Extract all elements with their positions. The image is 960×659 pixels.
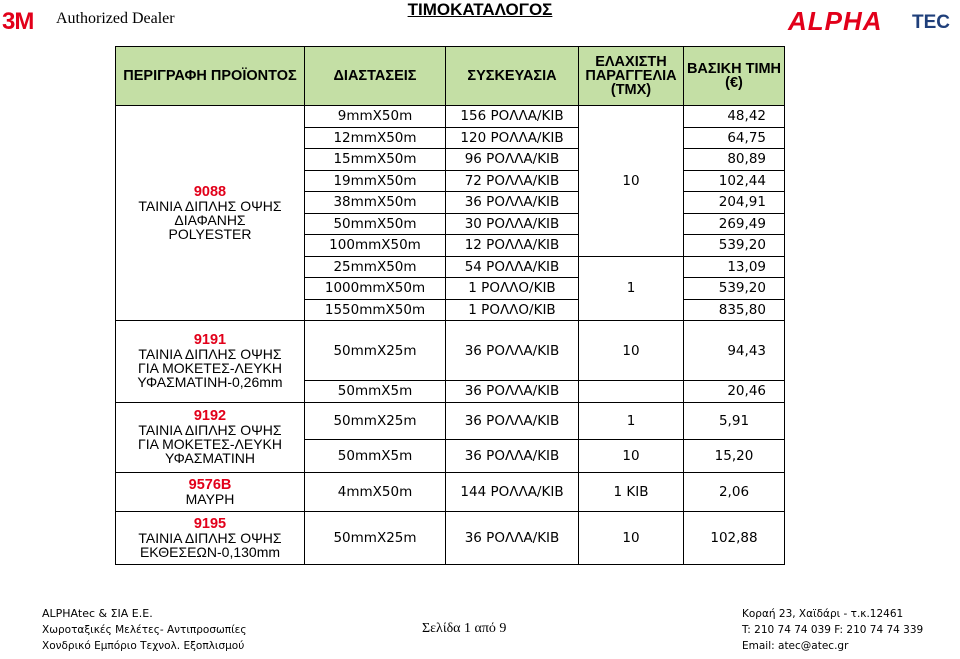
footer-email: Email: atec@atec.gr bbox=[742, 640, 849, 652]
dimension-cell: 4mmX50m bbox=[305, 472, 446, 511]
min-order-cell: 1 bbox=[579, 402, 684, 439]
dimension-cell: 25mmX50m bbox=[305, 256, 446, 278]
footer-phone: T: 210 74 74 039 F: 210 74 74 339 bbox=[742, 624, 924, 636]
dimension-cell: 9mmX50m bbox=[305, 106, 446, 128]
product-description-9576b bbox=[116, 472, 305, 511]
product-desc-line: POLYESTER bbox=[168, 226, 252, 242]
product-desc-line: ΓΙΑ ΜΟΚΕΤΕΣ-ΛΕΥΚΗ bbox=[138, 436, 282, 452]
product-code: 9088 bbox=[193, 184, 227, 200]
table-header-row bbox=[116, 47, 785, 106]
packaging-cell: 36 ΡΟΛΛΑ/ΚΙΒ bbox=[446, 511, 579, 564]
header-description: ΠΕΡΙΓΡΑΦΗ ΠΡΟΪΟΝΤΟΣ bbox=[116, 47, 305, 106]
packaging-cell: 96 ΡΟΛΛΑ/ΚΙΒ bbox=[446, 149, 579, 171]
table-row bbox=[116, 402, 785, 439]
product-desc-line: ΤΑΙΝΙΑ ΔΙΠΛΗΣ ΟΨΗΣ bbox=[138, 422, 282, 438]
dimension-cell: 50mmX25m bbox=[305, 402, 446, 439]
price-cell: 269,49 bbox=[684, 213, 785, 235]
alphatec-logo-tec: TEC bbox=[912, 12, 950, 33]
packaging-cell: 1 ΡΟΛΛΟ/ΚΙΒ bbox=[446, 299, 579, 321]
dimension-cell: 50mmX5m bbox=[305, 381, 446, 403]
packaging-cell: 120 ΡΟΛΛΑ/ΚΙΒ bbox=[446, 127, 579, 149]
packaging-cell: 30 ΡΟΛΛΑ/ΚΙΒ bbox=[446, 213, 579, 235]
price-cell: 15,20 bbox=[684, 439, 785, 472]
min-order-cell: 10 bbox=[579, 321, 684, 381]
price-cell: 20,46 bbox=[684, 381, 785, 403]
price-cell: 2,06 bbox=[684, 472, 785, 511]
product-desc-line: ΤΑΙΝΙΑ ΔΙΠΛΗΣ ΟΨΗΣ bbox=[138, 198, 282, 214]
price-cell: 13,09 bbox=[684, 256, 785, 278]
dimension-cell: 50mmX5m bbox=[305, 439, 446, 472]
product-desc-line: ΔΙΑΦΑΝΗΣ bbox=[174, 212, 246, 228]
product-description-9192 bbox=[116, 402, 305, 472]
dimension-cell: 15mmX50m bbox=[305, 149, 446, 171]
dimension-cell: 1550mmX50m bbox=[305, 299, 446, 321]
product-code: 9576B bbox=[188, 476, 232, 493]
price-cell: 5,91 bbox=[684, 402, 785, 439]
price-cell: 48,42 bbox=[684, 106, 785, 128]
price-cell: 102,44 bbox=[684, 170, 785, 192]
price-cell: 94,43 bbox=[684, 321, 785, 381]
table-row bbox=[116, 472, 785, 511]
price-cell: 539,20 bbox=[684, 235, 785, 257]
product-code: 9191 bbox=[193, 332, 227, 349]
page-title: ΤΙΜΟΚΑΤΑΛΟΓΟΣ bbox=[407, 0, 553, 19]
dimension-cell: 12mmX50m bbox=[305, 127, 446, 149]
footer-contact-info bbox=[742, 606, 923, 654]
product-description-9191 bbox=[116, 321, 305, 403]
price-cell: 835,80 bbox=[684, 299, 785, 321]
packaging-cell: 12 ΡΟΛΛΑ/ΚΙΒ bbox=[446, 235, 579, 257]
3m-logo: 3M bbox=[2, 8, 34, 35]
min-order-cell bbox=[579, 381, 684, 403]
packaging-cell: 36 ΡΟΛΛΑ/ΚΙΒ bbox=[446, 402, 579, 439]
min-order-cell: 1 bbox=[579, 256, 684, 321]
dimension-cell: 50mmX50m bbox=[305, 213, 446, 235]
packaging-cell: 36 ΡΟΛΛΑ/ΚΙΒ bbox=[446, 192, 579, 214]
table-row bbox=[116, 511, 785, 564]
footer-company-info bbox=[42, 606, 247, 654]
footer-company-line: Χονδρικό Εμπόριο Τεχνολ. Εξοπλισμού bbox=[42, 640, 245, 652]
price-cell: 64,75 bbox=[684, 127, 785, 149]
footer-address: Κοραή 23, Χαϊδάρι - τ.κ.12461 bbox=[742, 608, 904, 620]
table-row bbox=[116, 106, 785, 128]
product-desc-line: ΥΦΑΣΜΑΤΙΝΗ-0,26mm bbox=[137, 374, 283, 391]
product-desc-line: ΤΑΙΝΙΑ ΔΙΠΛΗΣ ΟΨΗΣ bbox=[138, 346, 282, 363]
dimension-cell: 1000mmX50m bbox=[305, 278, 446, 300]
price-cell: 204,91 bbox=[684, 192, 785, 214]
header-base-price: ΒΑΣΙΚΗ ΤΙΜΗ (€) bbox=[684, 47, 785, 106]
header-dimensions: ΔΙΑΣΤΑΣΕΙΣ bbox=[305, 47, 446, 106]
product-description-9195 bbox=[116, 511, 305, 564]
packaging-cell: 144 ΡΟΛΛΑ/ΚΙΒ bbox=[446, 472, 579, 511]
product-desc-line: ΤΑΙΝΙΑ ΔΙΠΛΗΣ ΟΨΗΣ bbox=[138, 529, 282, 546]
price-cell: 102,88 bbox=[684, 511, 785, 564]
packaging-cell: 156 ΡΟΛΛΑ/ΚΙΒ bbox=[446, 106, 579, 128]
packaging-cell: 1 ΡΟΛΛΟ/ΚΙΒ bbox=[446, 278, 579, 300]
product-desc-line: ΜΑΥΡΗ bbox=[185, 490, 235, 507]
min-order-cell: 1 ΚΙΒ bbox=[579, 472, 684, 511]
dimension-cell: 38mmX50m bbox=[305, 192, 446, 214]
dimension-cell: 100mmX50m bbox=[305, 235, 446, 257]
product-description-9088 bbox=[116, 106, 305, 321]
price-table bbox=[115, 46, 785, 565]
footer-company-name: ALPHAtec & ΣΙΑ Ε.Ε. bbox=[42, 607, 153, 620]
product-desc-line: ΓΙΑ ΜΟΚΕΤΕΣ-ΛΕΥΚΗ bbox=[138, 360, 282, 377]
product-code: 9195 bbox=[193, 515, 227, 532]
packaging-cell: 36 ΡΟΛΛΑ/ΚΙΒ bbox=[446, 439, 579, 472]
footer-company-line: Χωροταξικές Μελέτες- Αντιπροσωπίες bbox=[42, 624, 247, 636]
min-order-cell: 10 bbox=[579, 439, 684, 472]
header-packaging: ΣΥΣΚΕΥΑΣΙΑ bbox=[446, 47, 579, 106]
product-desc-line: ΥΦΑΣΜΑΤΙΝΗ bbox=[165, 450, 255, 466]
dimension-cell: 50mmX25m bbox=[305, 321, 446, 381]
price-cell: 80,89 bbox=[684, 149, 785, 171]
min-order-cell: 10 bbox=[579, 106, 684, 257]
packaging-cell: 36 ΡΟΛΛΑ/ΚΙΒ bbox=[446, 381, 579, 403]
alphatec-logo-alpha: ALPHA bbox=[788, 6, 883, 36]
product-desc-line: ΕΚΘΕΣΕΩΝ-0,130mm bbox=[139, 543, 281, 560]
dimension-cell: 19mmX50m bbox=[305, 170, 446, 192]
page-number: Σελίδα 1 από 9 bbox=[422, 621, 507, 636]
price-cell: 539,20 bbox=[684, 278, 785, 300]
header-min-order: ΕΛΑΧΙΣΤΗ ΠΑΡΑΓΓΕΛΙΑ (ΤΜΧ) bbox=[579, 47, 684, 106]
min-order-cell: 10 bbox=[579, 511, 684, 564]
packaging-cell: 36 ΡΟΛΛΑ/ΚΙΒ bbox=[446, 321, 579, 381]
packaging-cell: 54 ΡΟΛΛΑ/ΚΙΒ bbox=[446, 256, 579, 278]
authorized-dealer-label: Authorized Dealer bbox=[56, 10, 175, 27]
packaging-cell: 72 ΡΟΛΛΑ/ΚΙΒ bbox=[446, 170, 579, 192]
table-row bbox=[116, 321, 785, 381]
dimension-cell: 50mmX25m bbox=[305, 511, 446, 564]
product-code: 9192 bbox=[193, 408, 227, 424]
